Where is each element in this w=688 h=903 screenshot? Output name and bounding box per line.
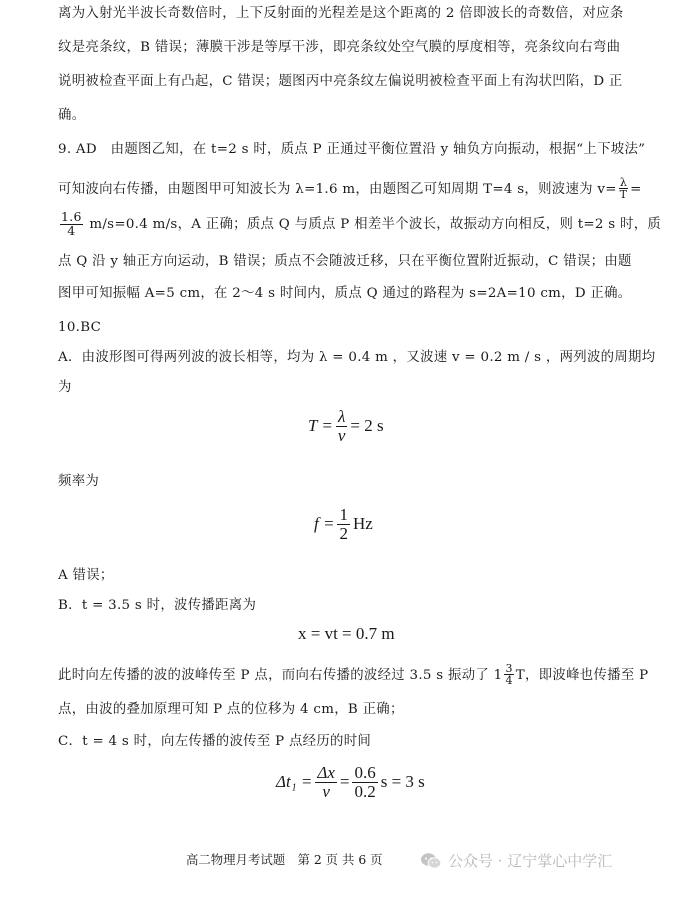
text-line: 确。 xyxy=(58,108,86,123)
q9-line-2-text: 可知波向右传播，由题图甲可知波长为 λ=1.6 m，由题图乙可知周期 T=4 s，则波速为 v= xyxy=(58,181,617,197)
equation-time xyxy=(276,764,425,801)
q10-b-line-2-text: 此时向左传播的波的波峰传至 P 点，而向右传播的波经过 3.5 s 振动了 1 xyxy=(58,667,503,683)
watermark xyxy=(420,850,612,871)
q9-line-4: 点 Q 沿 y 轴正方向运动，B 错误；质点不会随波迁移，只在平衡位置附近振动，C 错误；由题 xyxy=(58,254,632,269)
eq-lhs: T = xyxy=(308,416,333,436)
fraction-numerator: λ xyxy=(337,407,346,426)
equation-distance xyxy=(298,624,395,644)
q9-line-1: 9. AD 由题图乙知，在 t=2 s 时，质点 P 正通过平衡位置沿 y 轴负方向振动，根据“上下坡法” xyxy=(58,142,646,157)
q10-b-line-2 xyxy=(58,662,649,687)
q10-a-line-2: 为 xyxy=(58,380,72,395)
eq-rhs: s = 3 s xyxy=(380,772,425,792)
a-wrong-line: A 错误； xyxy=(58,568,114,583)
fraction-denominator: v xyxy=(322,781,330,801)
fraction-denominator: 4 xyxy=(67,222,76,238)
q10-b-line-3: 点，由波的叠加原理可知 P 点的位移为 4 cm，B 正确； xyxy=(58,702,404,717)
fraction-numerator: Δx xyxy=(317,763,335,782)
fraction-denominator: 4 xyxy=(505,674,513,687)
q9-line-5: 图甲可知振幅 A=5 cm，在 2～4 s 时间内，质点 Q 通过的路程为 s=2A=10 cm，D 正确。 xyxy=(58,286,632,301)
eq-fraction xyxy=(337,506,350,543)
fraction-numerator: 0.6 xyxy=(354,763,376,782)
eq-rhs: Hz xyxy=(352,514,373,534)
fraction-numerator: 3 xyxy=(505,662,513,675)
page-footer: 高二物理月考试题 第 2 页 共 6 页 xyxy=(186,852,383,867)
wave-speed-fraction xyxy=(619,177,628,200)
wechat-icon xyxy=(420,852,442,870)
q10-b-line-2-tail: T，即波峰也传播至 P xyxy=(515,667,649,683)
text-line: 纹是亮条纹，B 错误；薄膜干涉是等厚干涉，即亮条纹处空气膜的厚度相等，亮条纹向右弯曲 xyxy=(58,40,621,55)
text-line: 说明被检查平面上有凸起，C 错误；题图丙中亮条纹左偏说明被检查平面上有沟状凹陷，D 正 xyxy=(58,74,623,89)
q10-heading: 10.BC xyxy=(58,320,102,335)
fraction-denominator: 0.2 xyxy=(354,781,376,801)
eq-text: x = vt = 0.7 m xyxy=(298,624,395,643)
fraction-numerator: λ xyxy=(619,176,628,189)
eq-lhs: Δt₁ = xyxy=(276,772,313,792)
q9-line-3 xyxy=(58,209,662,238)
fraction-denominator: T xyxy=(619,188,628,201)
q10-a-line-1: A．由波形图可得两列波的波长相等，均为 λ = 0.4 m ，又波速 v = 0.2 m / s ，两列波的周期均 xyxy=(58,350,656,365)
equation-frequency xyxy=(314,506,373,543)
watermark-text: 公众号 · 辽宁掌心中学汇 xyxy=(448,852,613,870)
mixed-fraction xyxy=(504,663,513,686)
q9-line-3-text: m/s=0.4 m/s，A 正确；质点 Q 与质点 P 相差半个波长，故振动方向相反，则 t=2 s 时，质 xyxy=(84,217,662,232)
eq-fraction xyxy=(336,408,348,445)
fraction-numerator: 1 xyxy=(339,505,348,524)
q10-b-line-1: B．t = 3.5 s 时，波传播距离为 xyxy=(58,598,257,613)
eq-rhs: = 2 s xyxy=(350,416,384,436)
speed-value-fraction xyxy=(60,211,83,237)
q9-line-2 xyxy=(58,176,642,201)
eq-equals: = xyxy=(339,772,350,792)
fraction-denominator: v xyxy=(337,425,346,445)
eq-lhs: f = xyxy=(314,514,335,534)
q10-c-line-1: C．t = 4 s 时，向左传播的波传至 P 点经历的时间 xyxy=(58,734,372,749)
fraction-denominator: 2 xyxy=(339,523,348,543)
text-line: 离为入射光半波长奇数倍时，上下反射面的光程差是这个距离的 2 倍即波长的奇数倍，对应条 xyxy=(58,6,624,21)
eq-fraction xyxy=(352,764,377,801)
q9-line-2-tail: = xyxy=(630,181,642,197)
eq-fraction xyxy=(315,764,337,801)
equation-period xyxy=(308,408,384,445)
fraction-numerator: 1.6 xyxy=(61,209,82,224)
frequency-label: 频率为 xyxy=(58,474,100,489)
